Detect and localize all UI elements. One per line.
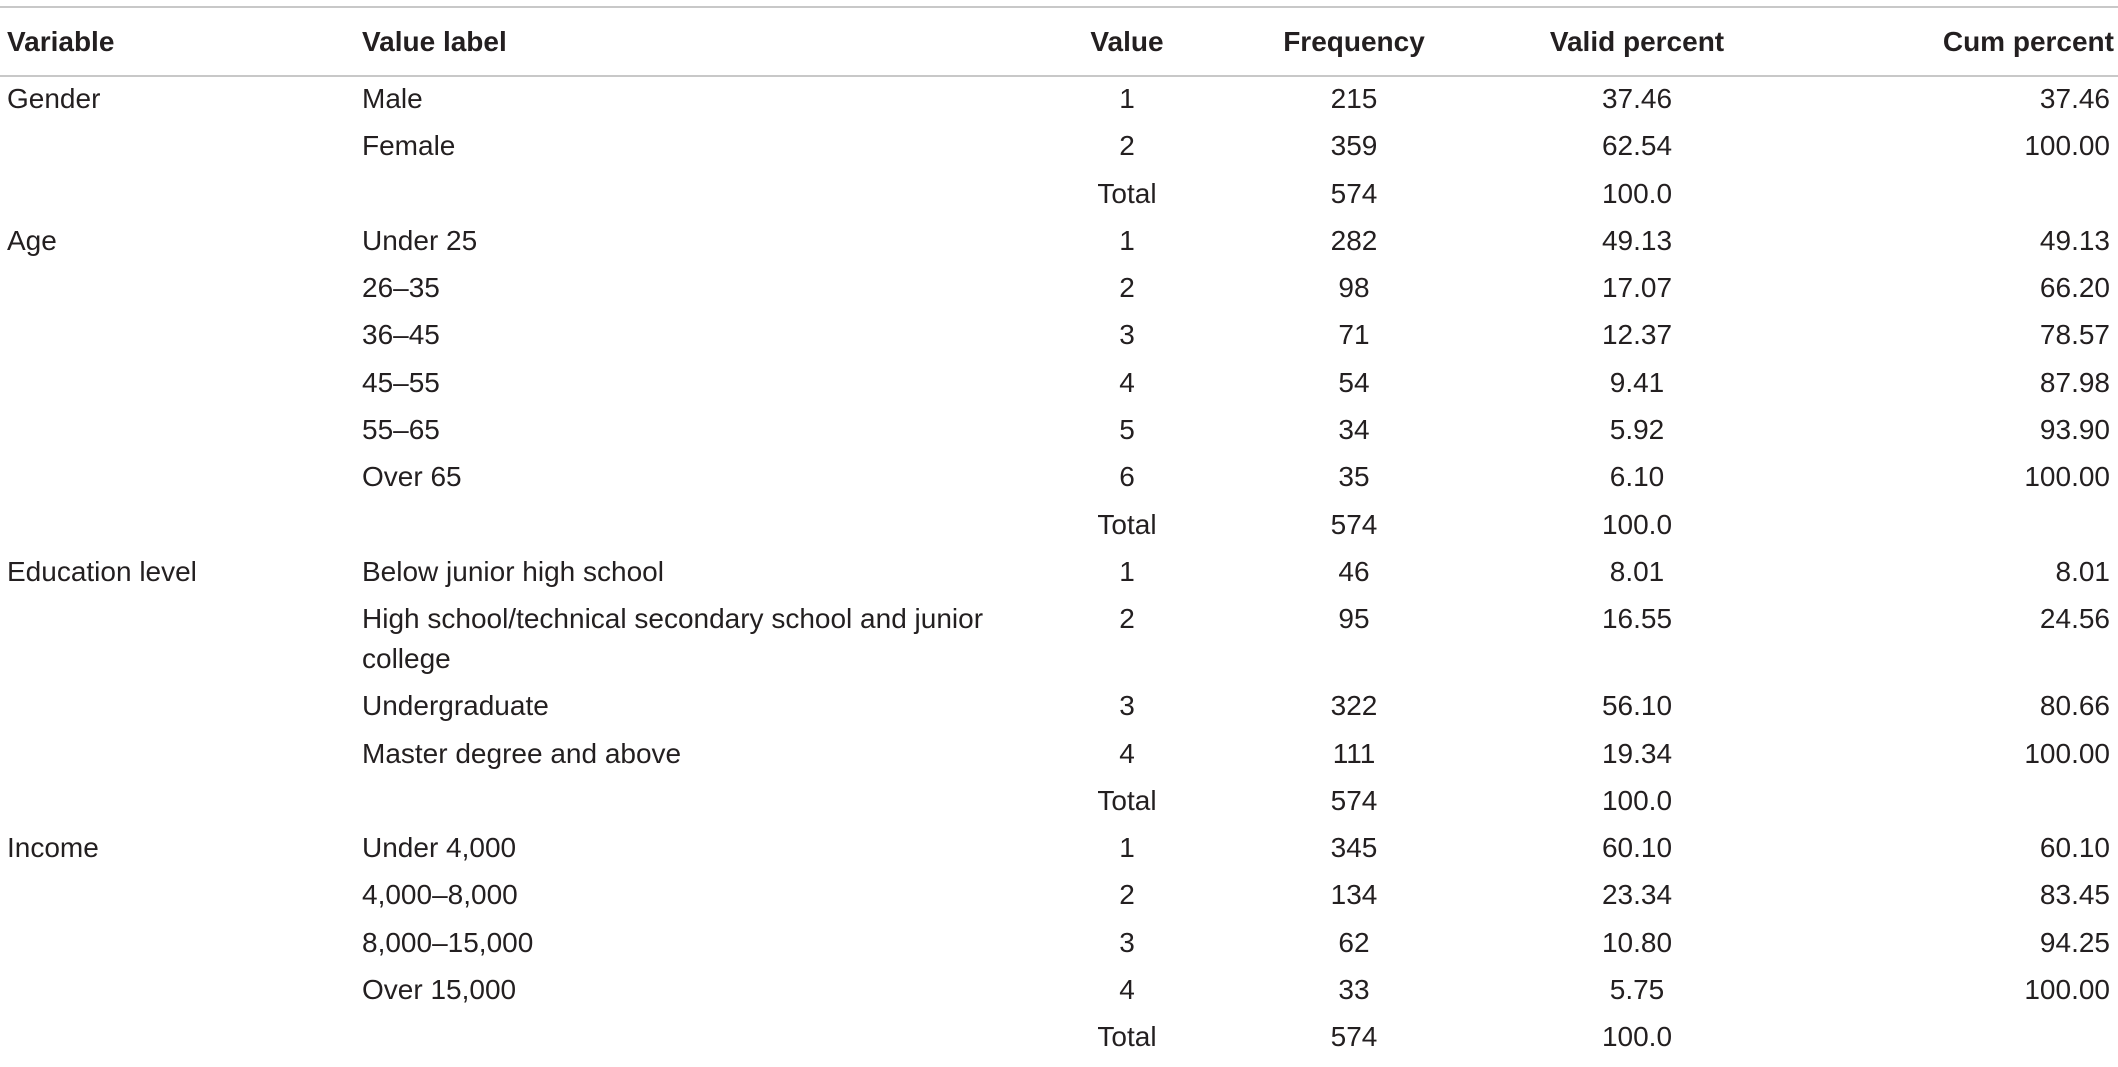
cell-valid-percent: 23.34 — [1601, 879, 1673, 911]
cell-valid-percent: 100.0 — [1601, 1021, 1673, 1053]
cell-value: 2 — [1119, 272, 1135, 304]
table-row — [0, 595, 2118, 682]
cell-value-label: 8,000–15,000 — [362, 926, 534, 958]
header-valid-percent: Valid percent — [1549, 25, 1725, 57]
cell-value-label — [355, 777, 1006, 824]
cell-frequency: 134 — [1330, 879, 1378, 911]
cell-variable — [0, 453, 355, 500]
cell-cum-percent: 83.45 — [2039, 879, 2110, 911]
cell-frequency: 46 — [1338, 555, 1370, 587]
cell-value-label: 36–45 — [362, 319, 440, 351]
cell-value: Total — [1097, 177, 1157, 209]
cell-value-label: Master degree and above — [362, 737, 682, 769]
cell-cum-percent: 66.20 — [2039, 272, 2110, 304]
cell-value-label — [355, 170, 1006, 217]
cell-valid-percent: 5.75 — [1609, 974, 1665, 1006]
table-row — [0, 501, 2118, 548]
cell-cum-percent: 49.13 — [2039, 224, 2110, 256]
cell-frequency: 35 — [1338, 461, 1370, 493]
cell-valid-percent: 5.92 — [1609, 414, 1665, 446]
cell-variable: Income — [7, 832, 99, 864]
cell-variable — [0, 264, 355, 311]
cell-value-label: 45–55 — [362, 366, 440, 398]
header-cum-percent: Cum percent — [1942, 25, 2114, 57]
cell-value: Total — [1097, 784, 1157, 816]
cell-frequency: 574 — [1330, 784, 1378, 816]
cell-value: 4 — [1119, 737, 1135, 769]
header-frequency: Frequency — [1283, 25, 1425, 57]
cell-frequency: 62 — [1338, 926, 1370, 958]
cell-variable — [0, 406, 355, 453]
cell-frequency: 574 — [1330, 1021, 1378, 1053]
table-row — [0, 682, 2118, 729]
cell-cum-percent: 100.00 — [2024, 130, 2110, 162]
table-row — [0, 824, 2118, 871]
cell-value: 2 — [1119, 603, 1135, 635]
cell-value: 1 — [1119, 832, 1135, 864]
cell-frequency: 574 — [1330, 508, 1378, 540]
cell-cum-percent: 87.98 — [2039, 366, 2110, 398]
cell-frequency: 54 — [1338, 366, 1370, 398]
cell-cum-percent: 60.10 — [2039, 832, 2110, 864]
cell-variable — [0, 871, 355, 918]
cell-variable — [0, 122, 355, 169]
cell-value-label: Over 15,000 — [362, 974, 517, 1006]
cell-value: 3 — [1119, 690, 1135, 722]
cell-frequency: 33 — [1338, 974, 1370, 1006]
cell-cum-percent — [1784, 170, 2118, 217]
cell-valid-percent: 100.0 — [1601, 508, 1673, 540]
frequency-table — [0, 8, 2118, 1061]
cell-valid-percent: 6.10 — [1609, 461, 1665, 493]
table-row — [0, 359, 2118, 406]
cell-value-label — [355, 501, 1006, 548]
cell-valid-percent: 10.80 — [1601, 926, 1673, 958]
cell-cum-percent: 100.00 — [2024, 974, 2110, 1006]
cell-valid-percent: 9.41 — [1609, 366, 1665, 398]
cell-valid-percent: 62.54 — [1601, 130, 1673, 162]
table-row — [0, 122, 2118, 169]
cell-value: 3 — [1119, 319, 1135, 351]
cell-valid-percent: 17.07 — [1601, 272, 1673, 304]
cell-frequency: 345 — [1330, 832, 1378, 864]
cell-value-label: Female — [362, 130, 456, 162]
cell-value: 1 — [1119, 555, 1135, 587]
cell-variable — [0, 311, 355, 358]
cell-value-label: Over 65 — [362, 461, 462, 493]
table-row — [0, 406, 2118, 453]
cell-valid-percent: 19.34 — [1601, 737, 1673, 769]
cell-variable: Education level — [7, 555, 197, 587]
cell-cum-percent: 8.01 — [2055, 555, 2110, 587]
cell-value: 5 — [1119, 414, 1135, 446]
cell-value-label: 26–35 — [362, 272, 440, 304]
cell-cum-percent: 78.57 — [2039, 319, 2110, 351]
cell-cum-percent — [1784, 1013, 2118, 1060]
cell-variable — [0, 1013, 355, 1060]
cell-valid-percent: 37.46 — [1601, 83, 1673, 114]
table-row — [0, 311, 2118, 358]
cell-value: 2 — [1119, 879, 1135, 911]
cell-cum-percent: 37.46 — [2039, 83, 2110, 114]
cell-valid-percent: 12.37 — [1601, 319, 1673, 351]
cell-value-label: Under 25 — [362, 224, 478, 256]
cell-cum-percent: 100.00 — [2024, 737, 2110, 769]
cell-valid-percent: 16.55 — [1601, 603, 1673, 635]
cell-cum-percent: 24.56 — [2039, 603, 2110, 635]
cell-value: 2 — [1119, 130, 1135, 162]
table-row — [0, 730, 2118, 777]
cell-variable — [0, 682, 355, 729]
cell-value-label — [355, 1013, 1006, 1060]
cell-frequency: 71 — [1338, 319, 1370, 351]
cell-value: 6 — [1119, 461, 1135, 493]
cell-valid-percent: 100.0 — [1601, 177, 1673, 209]
cell-frequency: 282 — [1330, 224, 1378, 256]
cell-value-label: 55–65 — [362, 414, 440, 446]
cell-frequency: 111 — [1332, 737, 1376, 769]
header-value: Value — [1090, 25, 1164, 57]
header-variable: Variable — [7, 25, 115, 57]
cell-frequency: 215 — [1330, 83, 1378, 114]
cell-value: 3 — [1119, 926, 1135, 958]
header-value-label: Value label — [362, 25, 507, 57]
cell-cum-percent — [1784, 777, 2118, 824]
table-row — [0, 217, 2118, 264]
cell-valid-percent: 100.0 — [1601, 784, 1673, 816]
table-row — [0, 1013, 2118, 1060]
cell-frequency: 359 — [1330, 130, 1378, 162]
cell-value-label: Under 4,000 — [362, 832, 517, 864]
cell-variable — [0, 777, 355, 824]
cell-value-label: 4,000–8,000 — [362, 879, 518, 911]
cell-cum-percent: 94.25 — [2039, 926, 2110, 958]
cell-frequency: 34 — [1338, 414, 1370, 446]
cell-value-label: High school/technical secondary school and junior college — [362, 603, 984, 675]
cell-cum-percent: 100.00 — [2024, 461, 2110, 493]
cell-value: 1 — [1119, 224, 1135, 256]
cell-frequency: 98 — [1338, 272, 1370, 304]
table-row — [0, 919, 2118, 966]
cell-cum-percent — [1784, 501, 2118, 548]
cell-valid-percent: 8.01 — [1609, 555, 1665, 587]
cell-valid-percent: 56.10 — [1601, 690, 1673, 722]
cell-variable — [0, 730, 355, 777]
table-body — [0, 75, 2118, 1061]
header-row — [0, 8, 2118, 75]
cell-value: 1 — [1119, 83, 1135, 114]
cell-valid-percent: 49.13 — [1601, 224, 1673, 256]
cell-value: 4 — [1119, 366, 1135, 398]
cell-frequency: 574 — [1330, 177, 1378, 209]
cell-variable — [0, 501, 355, 548]
table-row — [0, 453, 2118, 500]
table-row — [0, 264, 2118, 311]
table-row — [0, 871, 2118, 918]
table-row — [0, 777, 2118, 824]
table-row — [0, 170, 2118, 217]
cell-variable: Age — [7, 224, 57, 256]
cell-variable — [0, 966, 355, 1013]
cell-variable — [0, 919, 355, 966]
cell-variable — [0, 170, 355, 217]
cell-value: Total — [1097, 508, 1157, 540]
cell-value: 4 — [1119, 974, 1135, 1006]
cell-value-label: Male — [362, 83, 423, 114]
cell-value-label: Undergraduate — [362, 690, 549, 722]
table-row — [0, 966, 2118, 1013]
table-row — [0, 75, 2118, 122]
cell-variable — [0, 595, 355, 682]
cell-value: Total — [1097, 1021, 1157, 1053]
cell-cum-percent: 80.66 — [2039, 690, 2110, 722]
cell-cum-percent: 93.90 — [2039, 414, 2110, 446]
cell-variable: Gender — [7, 83, 101, 114]
cell-frequency: 322 — [1330, 690, 1378, 722]
cell-variable — [0, 359, 355, 406]
cell-frequency: 95 — [1338, 603, 1370, 635]
cell-valid-percent: 60.10 — [1601, 832, 1673, 864]
table-row — [0, 548, 2118, 595]
cell-value-label: Below junior high school — [362, 555, 664, 587]
